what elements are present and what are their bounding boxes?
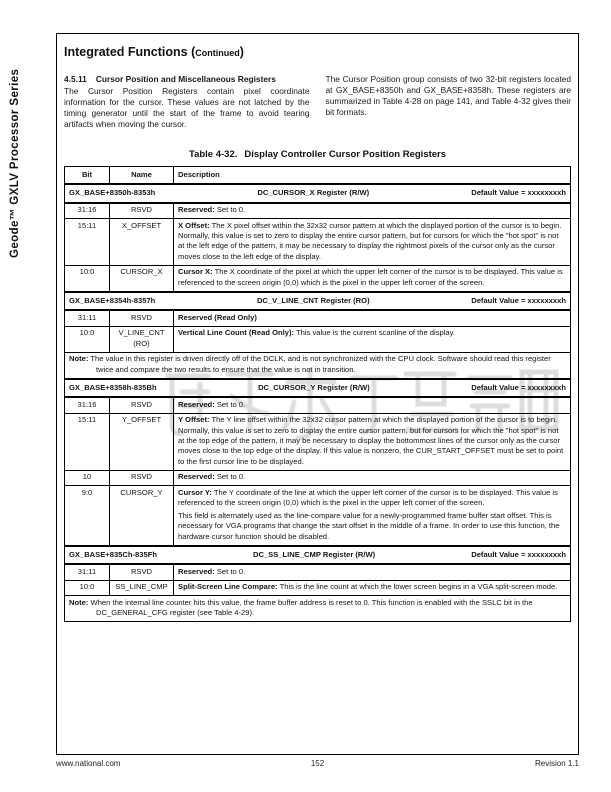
footer-url: www.national.com	[56, 759, 121, 768]
table-row	[65, 219, 571, 266]
desc-cell: Cursor Y: The Y coordinate of the line at which the upper left corner of the cursor is to be displayed. This value is referenced to the screen origin (0,0) which is the pixel in the upper left corner of the screen. This field is alternately used as the line-compare value for a newly-programmed frame buffer start offset. This is necessary for VGA programs that change the start offset in the middle of a frame. In order to use this function, the hardware cursor function should be disabled.	[174, 486, 571, 546]
table-row	[65, 265, 571, 291]
register-default-value: Default Value = xxxxxxxxh	[471, 549, 566, 559]
register-address: GX_BASE+8354h-8357h	[69, 295, 156, 305]
page-title-continued: Continued	[195, 48, 240, 58]
register-address: GX_BASE+8358h-835Bh	[69, 382, 157, 392]
series-vertical-title: Geode™ GXLV Processor Series	[9, 68, 21, 258]
register-name: DC_V_LINE_CNT Register (RO)	[256, 295, 370, 305]
table-row	[65, 486, 571, 546]
bit-cell: 31:11	[65, 564, 110, 580]
intro-left-paragraph: The Cursor Position Registers contain pixel coordinate information for the cursor. These values are not latched by the timing generator until the start of the frame to avoid tearing artifacts when moving the cursor.	[64, 85, 310, 129]
bit-cell: 10:0	[65, 265, 110, 291]
note-row	[65, 596, 571, 622]
table-row	[65, 470, 571, 485]
col-header-bit: Bit	[65, 166, 110, 184]
note-text: When the internal line counter hits this value, the frame buffer address is reset to 0. This function is enabled with the SSLC bit in the DC_GENERAL_CFG register (see Table 4-29).	[90, 597, 533, 618]
register-default-value: Default Value = xxxxxxxxh	[471, 188, 566, 198]
note-label: Note:	[69, 354, 89, 364]
bit-cell: 15:11	[65, 413, 110, 470]
note-row	[65, 352, 571, 378]
col-header-description: Description	[174, 166, 571, 184]
register-name: DC_CURSOR_Y Register (R/W)	[258, 382, 370, 392]
table-row	[65, 397, 571, 413]
page-footer	[56, 759, 579, 768]
desc-second-paragraph: This field is alternately used as the line-compare value for a newly-programmed frame buffer start offset. This is necessary for VGA programs that change the start offset in the middle of a frame. In order to use this function, the hardware cursor function should be disabled.	[178, 510, 560, 541]
register-section-header	[65, 292, 571, 310]
intro-right-column	[326, 74, 572, 130]
page-title	[64, 45, 571, 59]
register-address: GX_BASE+835Ch-835Fh	[69, 549, 157, 559]
table-row	[65, 413, 571, 470]
desc-cell: Reserved: Set to 0.	[174, 397, 571, 413]
paren-open: (	[191, 45, 196, 59]
section-title: Cursor Position and Miscellaneous Registers	[95, 74, 276, 84]
table-row	[65, 310, 571, 326]
bit-cell: 9:0	[65, 486, 110, 546]
name-cell: X_OFFSET	[110, 219, 174, 266]
table-header-row	[65, 166, 571, 184]
name-cell: CURSOR_X	[110, 265, 174, 291]
desc-cell: X Offset: The X pixel offset within the 32x32 cursor pattern at which the displayed portion of the cursor is to begin. Normally, this value is set to zero to display the entire cursor pattern, but for cursors for which the "hot spot" is not at the left edge of the pattern, it may be necessary to display the rightmost pixels of the cursor only as the cursor moves close to the left edge of the display.	[174, 219, 571, 266]
desc-cell: Split-Screen Line Compare: This is the line count at which the lower screen begins in a VGA split-screen mode.	[174, 580, 571, 595]
intro-right-paragraph: The Cursor Position group consists of two 32-bit registers located at GX_BASE+8350h and GX_BASE+8358h. These registers are summarized in Table 4-28 on page 141, and Table 4-32 gives their bit formats.	[325, 74, 571, 117]
desc-cell: Reserved: Set to 0.	[174, 564, 571, 580]
name-cell: RSVD	[110, 564, 174, 580]
note-text: The value in this register is driven directly off of the DCLK, and is not synchronized with the CPU clock. Software should read this register twice and compare the two results to ensure that the value is not in transition.	[90, 354, 551, 374]
table-row	[65, 326, 571, 352]
desc-cell: Reserved: Set to 0.	[174, 203, 571, 219]
desc-cell: Vertical Line Count (Read Only): This value is the current scanline of the display.	[174, 326, 571, 352]
section-number: 4.5.11	[64, 74, 87, 84]
bit-cell: 10	[65, 470, 110, 485]
table-title	[64, 149, 571, 160]
register-section-header	[65, 184, 571, 202]
table-row	[65, 203, 571, 219]
col-header-name: Name	[110, 166, 174, 184]
desc-cell: Y Offset: The Y line offset within the 32x32 cursor pattern at which the displayed portion of the cursor is to begin. Normally, this value is set to zero to display the entire cursor pattern, but for cursors for which the "hot spot" is not at the top edge of the pattern, it may be necessary to display the bottommost lines of the cursor only as the cursor moves close to the top edge of the display. If this value is nonzero, the CUR_START_OFFSET must be set to point to the first cursor line to be displayed.	[174, 413, 571, 470]
intro-section	[64, 74, 571, 130]
register-section-header	[65, 379, 571, 397]
footer-revision: Revision 1.1	[534, 759, 579, 768]
name-cell: SS_LINE_CMP	[110, 580, 174, 595]
name-cell: V_LINE_CNT (RO)	[110, 326, 174, 352]
register-section-header	[65, 546, 571, 564]
note-label: Note:	[69, 597, 89, 607]
name-cell: CURSOR_Y	[110, 486, 174, 546]
bit-cell: 10:0	[65, 326, 110, 352]
section-heading	[64, 74, 310, 85]
page-title-text: Integrated Functions	[64, 45, 188, 59]
name-cell: RSVD	[110, 310, 174, 326]
bit-cell: 10:0	[65, 580, 110, 595]
table-caption: Display Controller Cursor Position Registers	[244, 148, 447, 160]
table-row	[65, 580, 571, 595]
bit-cell: 31:16	[65, 397, 110, 413]
page-number: 152	[310, 759, 325, 768]
name-cell: RSVD	[110, 397, 174, 413]
content-frame	[56, 33, 579, 755]
register-default-value: Default Value = xxxxxxxxh	[471, 295, 566, 305]
desc-cell: Reserved: Set to 0.	[174, 470, 571, 485]
register-default-value: Default Value = xxxxxxxxh	[471, 382, 566, 392]
name-cell: Y_OFFSET	[110, 413, 174, 470]
bit-cell: 15:11	[65, 219, 110, 266]
bit-cell: 31:16	[65, 203, 110, 219]
register-name: DC_SS_LINE_CMP Register (R/W)	[252, 549, 376, 559]
register-address: GX_BASE+8350h-8353h	[69, 188, 156, 198]
paren-close: )	[239, 45, 244, 59]
table-row	[65, 564, 571, 580]
table-number: Table 4-32.	[188, 148, 238, 160]
name-cell: RSVD	[110, 203, 174, 219]
intro-left-column	[64, 74, 310, 130]
name-cell: RSVD	[110, 470, 174, 485]
desc-cell: Reserved (Read Only)	[174, 310, 571, 326]
registers-table	[64, 166, 571, 622]
desc-cell: Cursor X: The X coordinate of the pixel at which the upper left corner of the cursor is to be displayed. This value is referenced to the screen origin (0,0) which is the pixel in the upper left corner of the screen.	[174, 265, 571, 291]
bit-cell: 31:11	[65, 310, 110, 326]
register-name: DC_CURSOR_X Register (R/W)	[257, 188, 370, 198]
